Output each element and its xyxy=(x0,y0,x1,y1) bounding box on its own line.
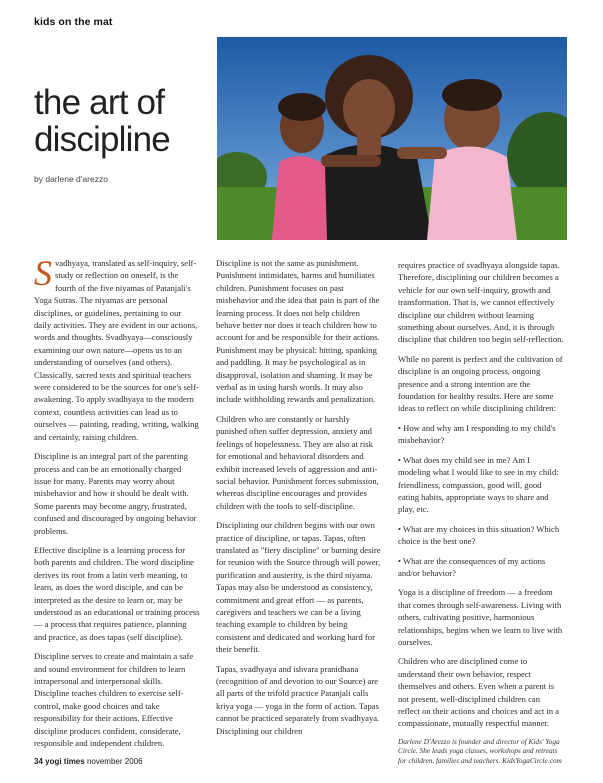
magazine-name: yogi times xyxy=(45,757,85,766)
paragraph: Discipline serves to create and maintain a safe and sound environment for children to learn intrapersonal and interpersonal skills. Discipline teaches children to exercise self-control, make good choices and take responsibility for their actions. Effective discipline produces confident, considerate, responsible and independent children. xyxy=(34,651,194,749)
article-column-1 xyxy=(34,253,200,756)
section-label: kids on the mat xyxy=(34,16,113,28)
paragraph: Disciplining our children begins with our own practice of discipline, or tapas. Tapas, often translated as "fiery discipline" or burning desire for reunion with the Source through will power, purification and austerity, is the third niyama. Tapas may also be understood as consistency, commitment and great effort — as parents, caregivers and teachers we can be a living teaching example to children by being consistent and dedicated and working hard for their benefit. xyxy=(216,520,381,655)
paragraph: Discipline is not the same as punishment. Punishment intimidates, harms and humiliates children. Punishment focuses on past misbehavior and the idea that pain is part of the learning process. It does not help children behave better nor does it teach children how to account for and be responsible for their actions. Punishment may be physical: hitting, spanking and paddling. It may be psychological as in disapproval, isolation and shaming. It may be verbal as in using harsh words. It may also include withholding rewards and penalization. xyxy=(216,258,380,405)
paragraph-text: vadhyaya, translated as self-inquiry, self-study or reflection on oneself, is the fourth of the five niyamas of Patanjali's Yoga Sutras. The niyamas are personal disciplines, or guidelines, pertaining to our daily activities. They are evident in our actions, words and thoughts. Svadhyaya—consciously examining our own nature—opens us to an understanding of ourselves (and others). Classically, sacred texts and spiritual teachers were considered to be the sources for one's self-awakening. To apply svadhyaya to the modern context, countless activities can lead us to ourselves — painting, reading, writing, walking and certainly, raising children. xyxy=(34,258,199,442)
article-column-3 xyxy=(398,259,564,773)
title-line-1: the art of xyxy=(34,83,165,122)
title-line-2: discipline xyxy=(34,120,170,159)
article-column-2 xyxy=(216,257,382,744)
bullet-item: • What are the consequences of my actions and/or behavior? xyxy=(398,555,546,578)
page-footer xyxy=(34,757,143,766)
paragraph: While no parent is perfect and the cultivation of discipline is an ongoing process, ongoing presence and a strong intention are the foundation for healthy results. Here are some ideas to reflect on while disciplining children: xyxy=(398,353,563,414)
dropcap: S xyxy=(34,253,52,293)
paragraph: Children who are constantly or harshly punished often suffer depression, anxiety and feelings of hopelessness. They are also at risk for emotional and behavioral disorders and exhibit increased levels of aggression and anti-social behavior. Punishment forces submission, whereas discipline encourages and provides children with the tools to self-discipline. xyxy=(216,413,379,511)
issue-date: november 2006 xyxy=(86,757,143,766)
family-photo xyxy=(217,37,567,240)
paragraph: Effective discipline is a learning process for both parents and children. The word discipline derives its root from a latin verb meaning, to learn, as does the word disciple, and can be interpreted as the desire to learn or, may be understood as an educational or training process — a process that requires patience, planning and practice, as does tapas (self discipline). xyxy=(34,544,200,642)
byline: by darlene d'arezzo xyxy=(34,174,108,184)
paragraph xyxy=(34,253,200,443)
article-title xyxy=(34,84,170,158)
paragraph: Discipline is an integral part of the parenting process and can be an emotionally charged issue for many. Parents may worry about misbehavior and how it should be dealt with. Some parents may become angry, frustrated, confused and discouraged by ongoing behavior problems. xyxy=(34,451,197,536)
paragraph: Children who are disciplined come to understand their own behavior, respect themselves and others. Even when a parent is not present, well-disciplined children can reflect on their actions and choices and act in a compassionate, mutually respectful manner. xyxy=(398,656,560,729)
author-bio: Darlene D'Arezzo is founder and director of Kids' Yoga Circle. She leads yoga classes, workshops and retreats for children, families and teachers. KidsYogaCircle.com xyxy=(398,736,562,765)
paragraph: requires practice of svadhyaya alongside tapas. Therefore, disciplining our children becomes a vehicle for our own self-inquiry, growth and transformation. That is, we cannot effectively discipline our children without learning something about ourselves. And, it is through discipline that children too begin self-reflection. xyxy=(398,260,564,345)
bullet-item: • What are my choices in this situation? Which choice is the best one? xyxy=(398,523,560,547)
bullet-item: • What does my child see in me? Am I modeling what I would like to see in my child: friendliness, compassion, good will, good eating habits, appropriate ways to share and play, etc. xyxy=(398,454,559,515)
page-number: 34 xyxy=(34,757,43,766)
family-photo-icon xyxy=(217,37,567,240)
paragraph: Yoga is a discipline of freedom — a freedom that comes through self-awareness. Living with others, cultivating positive, harmonious relationships, begins when we learn to live with ourselves. xyxy=(398,587,563,647)
bullet-item: • How and why am I responding to my child's misbehavior? xyxy=(398,422,556,446)
paragraph: Tapas, svadhyaya and ishvara pranidhana (recognition of and devotion to our Source) are all parts of the trifold practice Patanjali calls kriya yoga — yoga in the form of action. Tapas cannot be practiced separately from svadhyaya. Disciplining our children xyxy=(216,663,380,736)
